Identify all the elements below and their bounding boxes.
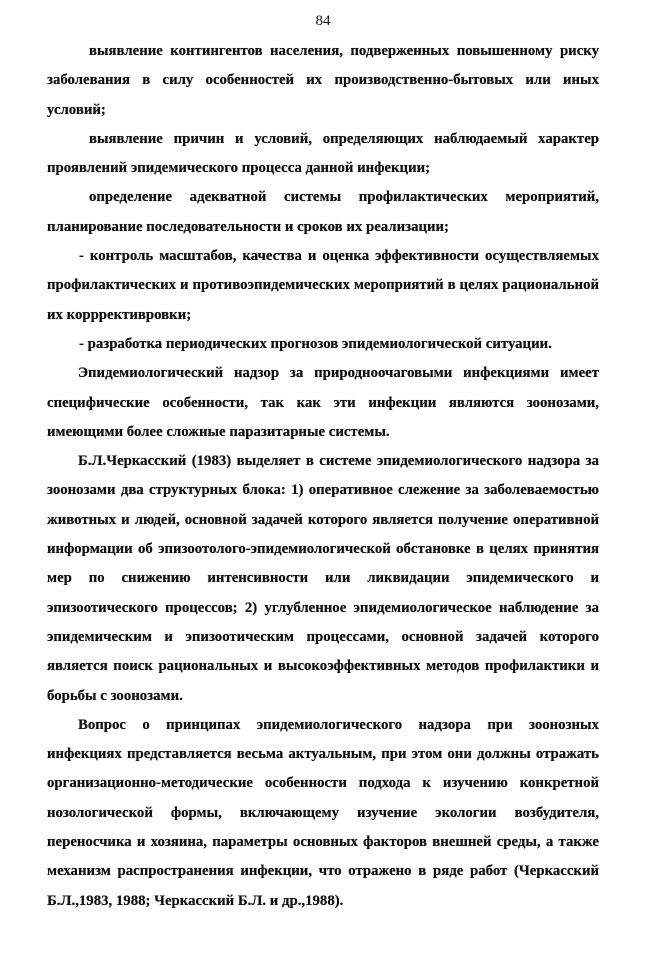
paragraph-cherkassky-blocks: Б.Л.Черкасский (1983) выделяет в системе эпидемиологического надзора за зоонозами два структурных блока: 1) оперативное слежение за заболеваемостью животных и людей, основной задачей которого является получение оперативной информации об эпизоотолого-эпидемиологической обстановке в целях принятия мер по снижению интенсивности или ликвидации эпидемического и эпизоотического процессов; 2) углубленное эпидемиологическое наблюдение за эпидемическим и эпизоотическим процессами, основной задачей которого является поиск рациональных и высокоэффективных методов профилактики и борьбы с зоонозами. <box>47 453 599 704</box>
list-item-forecasts: - разработка периодических прогнозов эпидемиологической ситуации. <box>79 335 552 352</box>
paragraph-surveillance-principles: Вопрос о принципах эпидемиологического надзора при зоонозных инфекциях представляется весьма актуальным, при этом они должны отражать организационно-методические особенности подхода к изучению конкретной нозологической формы, включающему изучение экологии возбудителя, переносчика и хозяина, параметры основных факторов внешней среды, а также механизм распространения инфекции, что отражено в ряде работ (Черкасский Б.Л.,1983, 1988; Черкасский Б.Л. и др.,1988). <box>47 716 599 909</box>
paragraph-natural-focal-infections: Эпидемиологический надзор за природноочаговыми инфекциями имеет специфические особенности, так как эти инфекции являются зоонозами, имеющими более сложные паразитарные системы. <box>47 365 599 440</box>
list-item-control: - контроль масштабов, качества и оценка эффективности осуществляемых профилактических и противоэпидемических мероприятий в целях рациональной их корррективровки; <box>47 248 599 323</box>
list-item-risk-groups: выявление контингентов населения, подверженных повышенному риску заболевания в силу особенностей их производственно-бытовых или иных условий; <box>47 43 599 118</box>
page-body-text <box>47 37 599 916</box>
page-number: 84 <box>315 13 331 29</box>
list-item-causes: выявление причин и условий, определяющих наблюдаемый характер проявлений эпидемического процесса данной инфекции; <box>47 130 599 177</box>
list-item-prevention-system: определение адекватной системы профилактических мероприятий, планирование последовательности и сроков их реализации; <box>47 189 599 235</box>
